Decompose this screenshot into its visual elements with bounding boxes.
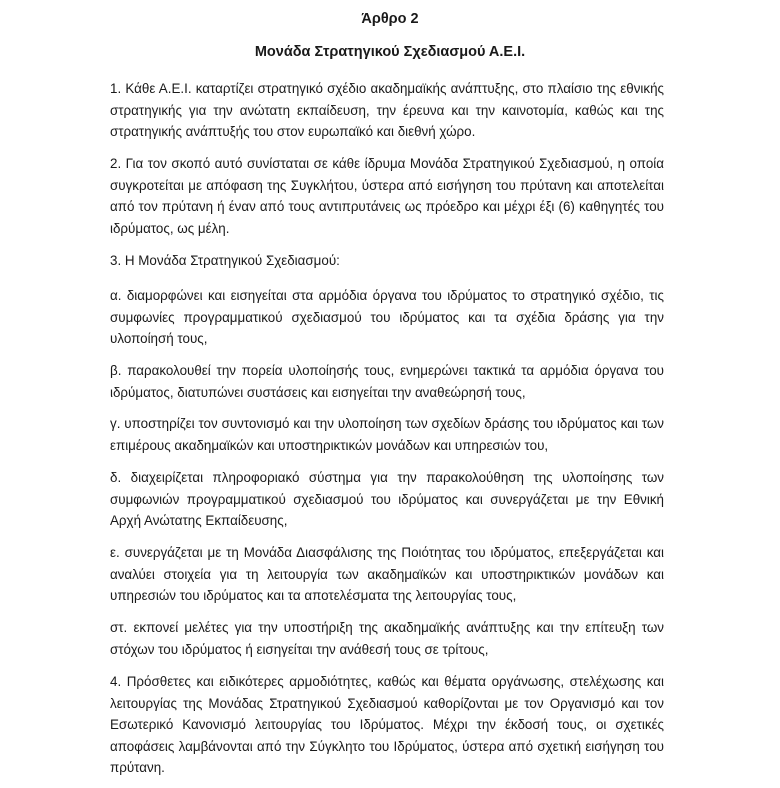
- paragraph-1: 1. Κάθε Α.Ε.Ι. καταρτίζει στρατηγικό σχέδιο ακαδημαϊκής ανάπτυξης, στο πλαίσιο της εθνικής στρατηγικής για την ανώτατη εκπαίδευση, την έρευνα και την καινοτομία, καθώς και της στρατηγικής ανάπτυξής του στον ευρωπαϊκό και διεθνή χώρο.: [110, 81, 664, 139]
- paragraph-3-item-a: α. διαμορφώνει και εισηγείται στα αρμόδια όργανα του ιδρύματος το στρατηγικό σχέδιο, τις συμφωνίες προγραμματικού σχεδιασμού του ιδρύματος και τα σχέδια δράσης για την υλοποίησή τους,: [110, 288, 664, 346]
- paragraph-4: 4. Πρόσθετες και ειδικότερες αρμοδιότητες, καθώς και θέματα οργάνωσης, στελέχωσης και λειτουργίας της Μονάδας Στρατηγικού Σχεδιασμού καθορίζονται με τον Οργανισμό και τον Εσωτερικό Κανονισμό λειτουργίας του Ιδρύματος. Μέχρι την έκδοσή τους, οι σχετικές αποφάσεις λαμβάνονται από την Σύγκλητο του Ιδρύματος, ύστερα από σχετική εισήγηση του πρύτανη.: [110, 674, 664, 775]
- paragraph-3-item-f: στ. εκπονεί μελέτες για την υποστήριξη της ακαδημαϊκής ανάπτυξης και την επίτευξη των στόχων του ιδρύματος ή εισηγείται την ανάθεσή τους σε τρίτους,: [110, 620, 664, 657]
- paragraph-3-item-e: ε. συνεργάζεται με τη Μονάδα Διασφάλισης της Ποιότητας του ιδρύματος, επεξεργάζεται και αναλύει στοιχεία για τη λειτουργία των ακαδημαϊκών και υποστηρικτικών μονάδων και υπηρεσιών του ιδρύματος και τα αποτελέσματα της λειτουργίας τους,: [110, 545, 664, 603]
- paragraph-3: 3. Η Μονάδα Στρατηγικού Σχεδιασμού:: [110, 253, 340, 268]
- article-title: Μονάδα Στρατηγικού Σχεδιασμού Α.Ε.Ι.: [254, 44, 526, 60]
- paragraph-3-item-b: β. παρακολουθεί την πορεία υλοποίησής τους, ενημερώνει τακτικά τα αρμόδια όργανα του ιδρύματος, διατυπώνει συστάσεις και εισηγείται την αναθεώρησή τους,: [110, 363, 664, 400]
- paragraph-2: 2. Για τον σκοπό αυτό συνίσταται σε κάθε ίδρυμα Μονάδα Στρατηγικού Σχεδιασμού, η οποία συγκροτείται με απόφαση της Συγκλήτου, ύστερα από εισήγηση του πρύτανη και αποτελείται από τον πρύτανη ή έναν από τους αντιπρυτάνεις ως πρόεδρο και μέχρι έξι (6) καθηγητές του ιδρύματος, ως μέλη.: [110, 156, 664, 236]
- article-number: Άρθρο 2: [361, 11, 419, 27]
- paragraph-3-item-c: γ. υποστηρίζει τον συντονισμό και την υλοποίηση των σχεδίων δράσης του ιδρύματος και των επιμέρους ακαδημαϊκών και υποστηρικτικών μονάδων και υπηρεσιών του,: [110, 416, 664, 453]
- paragraph-3-item-d: δ. διαχειρίζεται πληροφοριακό σύστημα για την παρακολούθηση της υλοποίησης των συμφωνιών προγραμματικού σχεδιασμού του ιδρύματος και συνεργάζεται με την Εθνική Αρχή Ανώτατης Εκπαίδευσης,: [110, 470, 664, 528]
